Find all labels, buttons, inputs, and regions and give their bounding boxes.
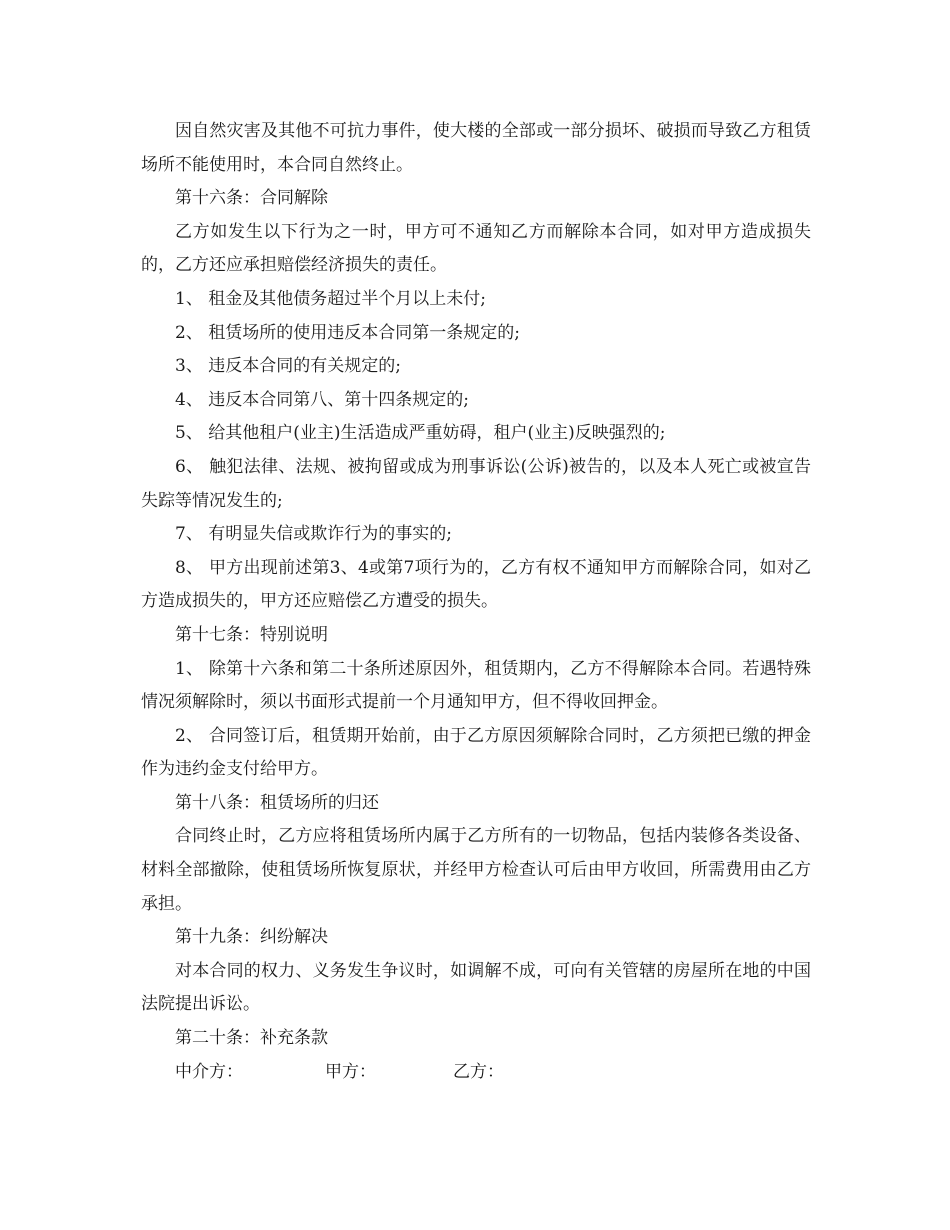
list-item-6: 6、 触犯法律、法规、被拘留或成为刑事诉讼(公诉)被告的，以及本人死亡或被宣告失踪等情况发生的; [141,456,811,511]
contract-body [141,115,811,1089]
list-item-8: 8、 甲方出现前述第3、4或第7项行为的，乙方有权不通知甲方而解除合同，如对乙方造成损失的，甲方还应赔偿乙方遭受的损失。 [141,557,811,612]
signature-party-a-label: 甲方： [325,1061,376,1082]
paragraph-force-majeure: 因自然灾害及其他不可抗力事件，使大楼的全部或一部分损坏、破损而导致乙方租赁场所不能使用时，本合同自然终止。 [141,121,811,175]
list-item-1: 1、 租金及其他债务超过半个月以上未付; [175,288,486,309]
list-item-5: 5、 给其他租户(业主)生活造成严重妨碍，租户(业主)反映强烈的; [175,423,666,444]
heading-article-17: 第十七条：特别说明 [175,624,328,645]
list-item-4: 4、 违反本合同第八、第十四条规定的; [175,389,469,410]
signature-row [141,1056,811,1090]
paragraph-dispute: 对本合同的权力、义务发生争议时，如调解不成，可向有关管辖的房屋所在地的中国法院提出诉讼。 [141,960,811,1015]
heading-article-16: 第十六条：合同解除 [175,188,328,209]
paragraph-return-premises: 合同终止时，乙方应将租赁场所内属于乙方所有的一切物品，包括内装修各类设备、材料全部撤除，使租赁场所恢复原状，并经甲方检查认可后由甲方收回，所需费用由乙方承担。 [141,826,811,914]
signature-intermediary-label: 中介方： [175,1061,243,1082]
heading-article-19: 第十九条：纠纷解决 [175,927,328,948]
heading-article-20: 第二十条：补充条款 [175,1028,328,1049]
special-note-2: 2、 合同签订后，租赁期开始前，由于乙方原因须解除合同时，乙方须把已缴的押金作为违约金支付给甲方。 [141,725,811,780]
list-item-3: 3、 违反本合同的有关规定的; [175,356,401,377]
heading-article-18: 第十八条：租赁场所的归还 [175,792,379,813]
special-note-1: 1、 除第十六条和第二十条所述原因外，租赁期内，乙方不得解除本合同。若遇特殊情况须解除时，须以书面形式提前一个月通知甲方，但不得收回押金。 [141,658,811,713]
list-item-7: 7、 有明显失信或欺诈行为的事实的; [175,524,452,545]
list-item-2: 2、 租赁场所的使用违反本合同第一条规定的; [175,322,520,343]
paragraph-termination-intro: 乙方如发生以下行为之一时，甲方可不通知乙方而解除本合同，如对甲方造成损失的，乙方还应承担赔偿经济损失的责任。 [141,221,811,276]
signature-party-b-label: 乙方： [453,1061,504,1082]
